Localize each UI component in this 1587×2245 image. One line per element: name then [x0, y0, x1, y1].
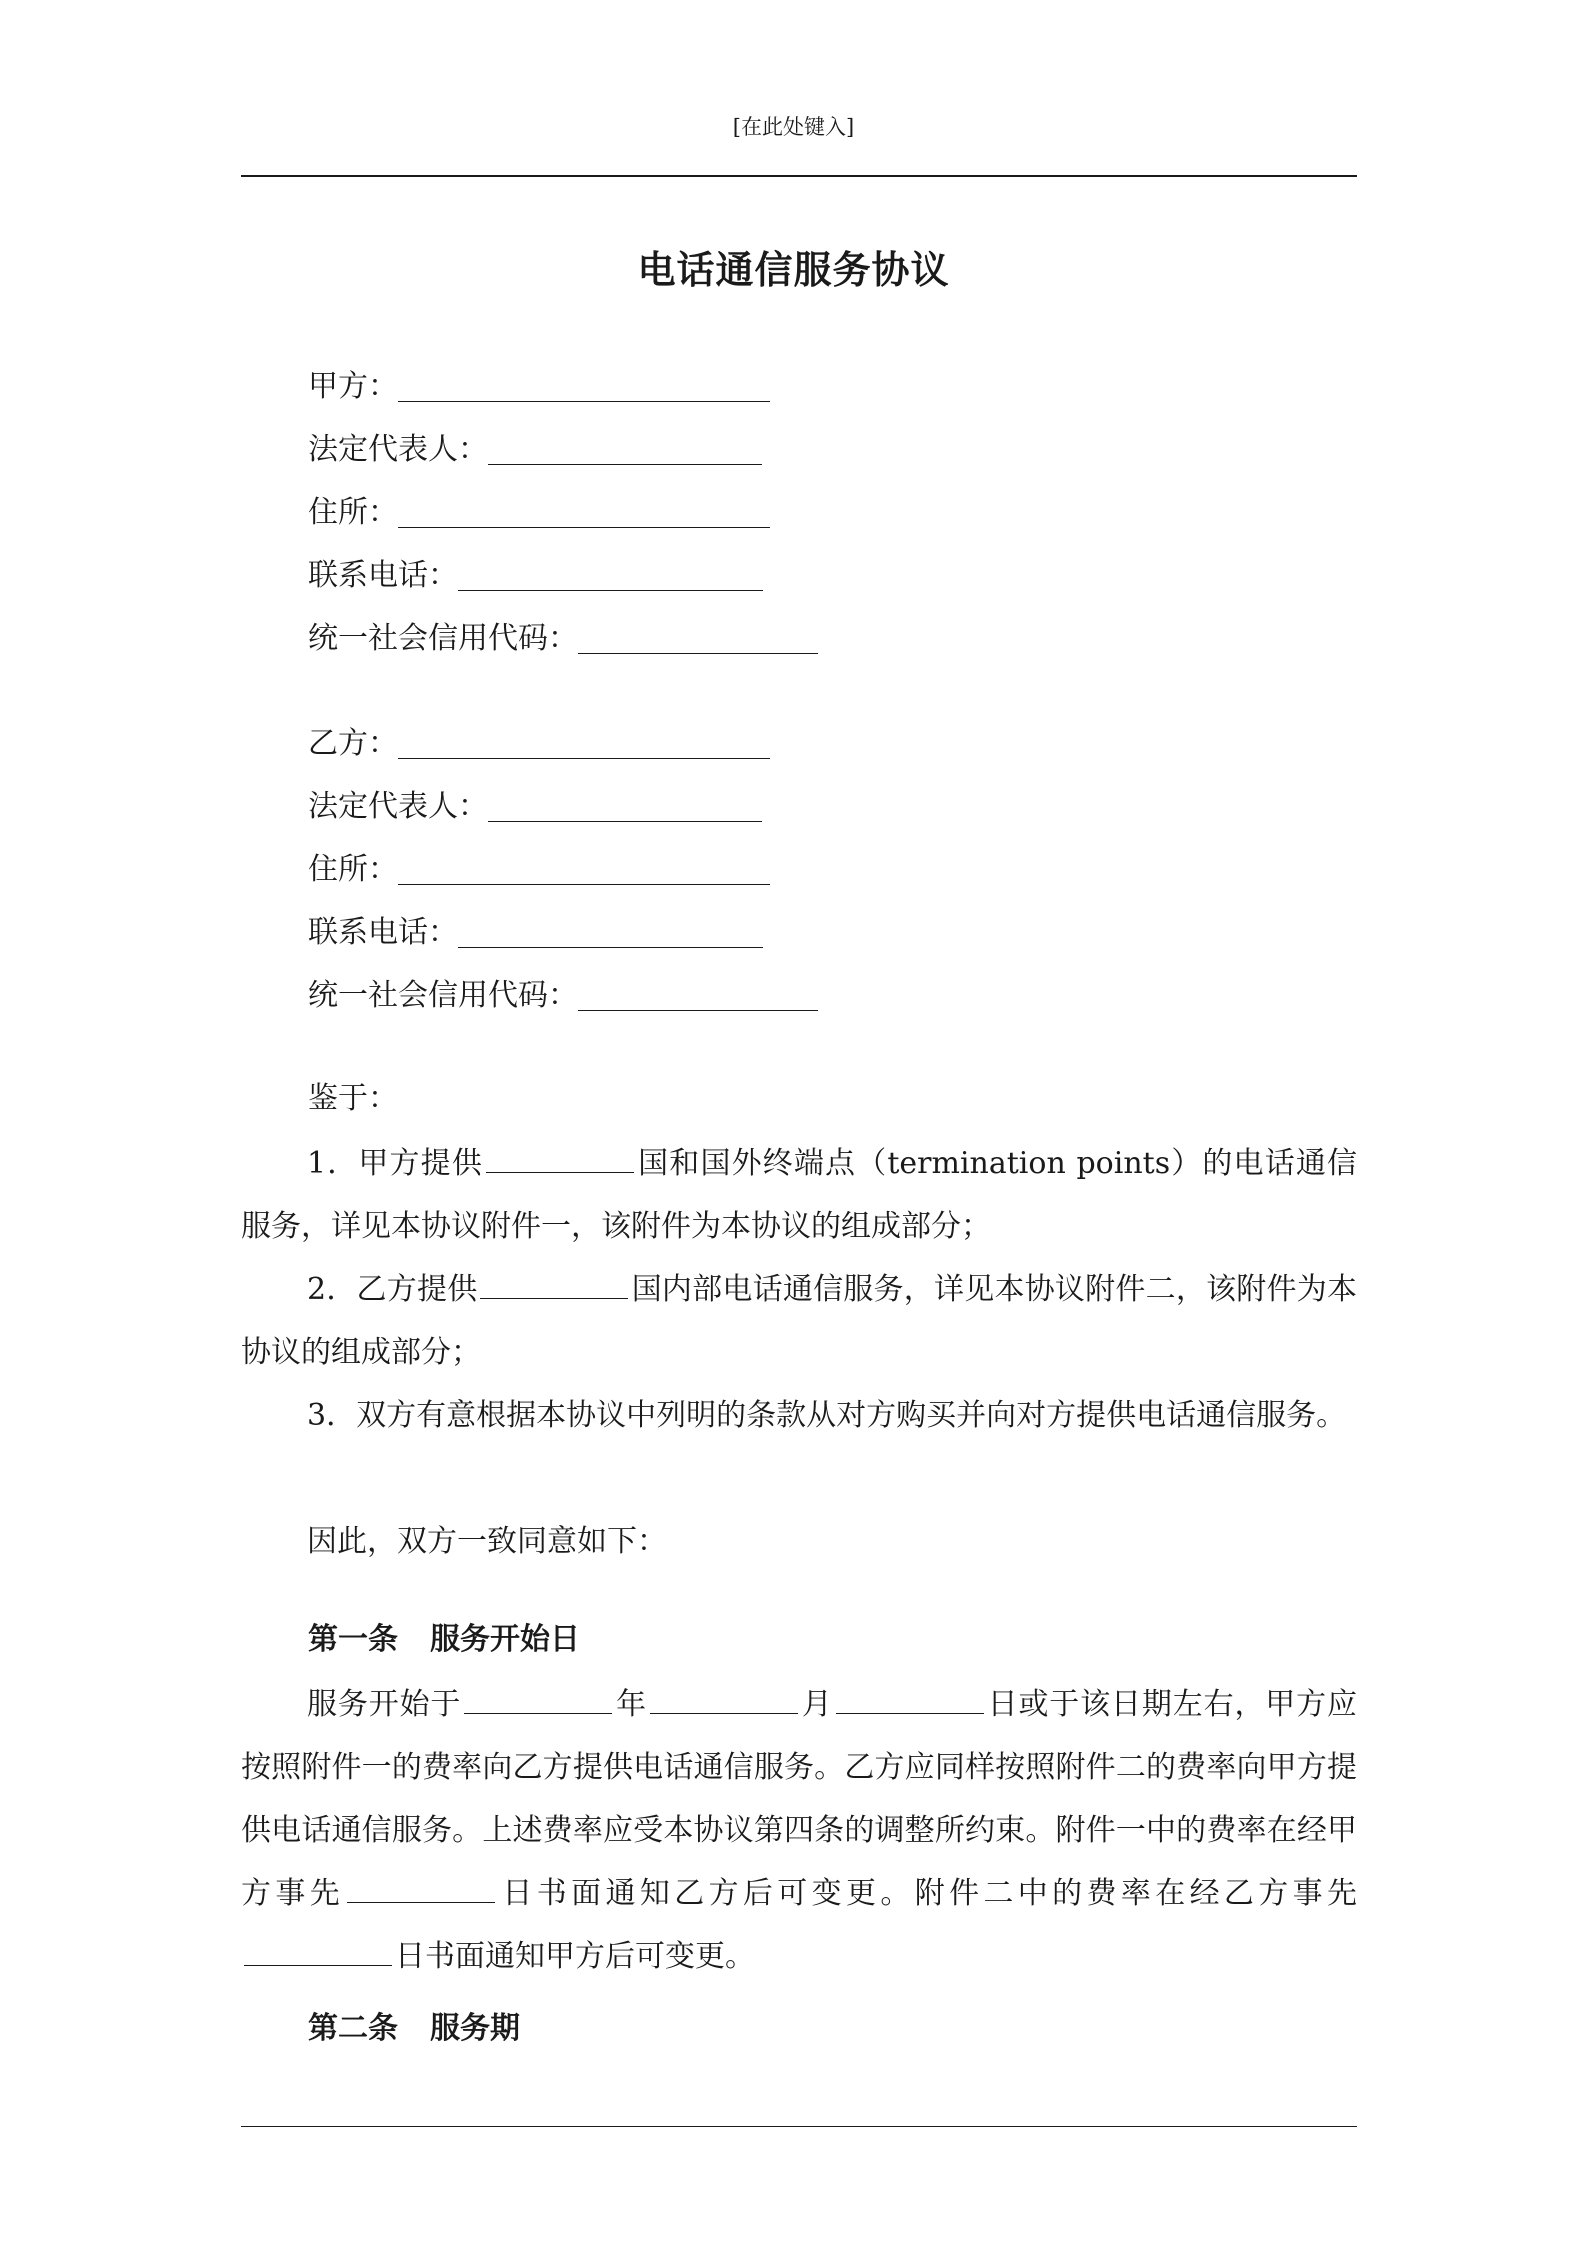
notice-days-a-blank[interactable] [347, 1876, 495, 1903]
party-a-blank[interactable] [398, 363, 770, 402]
start-month-blank[interactable] [650, 1687, 798, 1714]
article-1-title: 服务开始日 [430, 1622, 580, 1657]
party-b-credit-label: 统一社会信用代码： [308, 978, 578, 1013]
start-year-blank[interactable] [464, 1687, 612, 1714]
article-1-text-2: 年 [615, 1687, 648, 1722]
party-b-label: 乙方： [308, 726, 398, 761]
page-header: [在此处键入] [732, 115, 855, 139]
recital-item-1-blank[interactable] [486, 1146, 634, 1173]
party-b-address-field [308, 846, 770, 894]
party-b-rep-label: 法定代表人： [308, 789, 488, 824]
party-b-phone-label: 联系电话： [308, 915, 458, 950]
party-a-credit-field [308, 615, 818, 663]
party-b-rep-blank[interactable] [488, 783, 762, 822]
recital-item-3: 3．双方有意根据本协议中列明的条款从对方购买并向对方提供电话通信服务。 [307, 1398, 1347, 1433]
article-1-text-6: 日书面通知甲方后可变更。 [395, 1939, 755, 1974]
article-1-text-1: 服务开始于 [307, 1687, 462, 1722]
article-1-heading [308, 1616, 580, 1664]
article-2-heading [308, 2005, 520, 2053]
article-1-text-3: 月 [801, 1687, 833, 1722]
party-a-phone-field [308, 552, 763, 600]
party-a-rep-field [308, 426, 762, 474]
recital-item-2-end: 国内部电话通信服务，详见本协议附件二，该附件为本协议的组成部分； [241, 1272, 1357, 1370]
party-a-field [308, 363, 770, 411]
party-a-address-label: 住所： [308, 495, 398, 530]
party-b-phone-field [308, 909, 763, 957]
party-a-address-field [308, 489, 770, 537]
article-1-text-4: 日或于该日期左右，甲方应按照附件一的费率向乙方提供电话通信服务。乙方应同样按照附件二的费率向甲方提供电话通信服务。上述费率应受本协议第四条的调整所约束。附件一中的费率在经甲方事先 [241, 1687, 1358, 1911]
recital-item-1-start: 1．甲方提供 [307, 1146, 483, 1181]
start-day-blank[interactable] [836, 1687, 984, 1714]
header-divider [241, 175, 1357, 177]
party-b-rep-field [308, 783, 762, 831]
recital-item-1 [241, 1132, 1357, 1258]
party-a-rep-label: 法定代表人： [308, 432, 488, 467]
party-b-blank[interactable] [398, 720, 770, 759]
party-b-field [308, 720, 770, 768]
party-b-address-label: 住所： [308, 852, 398, 887]
party-b-phone-blank[interactable] [458, 909, 763, 948]
article-2-number: 第二条 [308, 2011, 398, 2046]
recital-item-2 [241, 1258, 1357, 1384]
recital-item-2-blank[interactable] [480, 1272, 628, 1299]
article-1-text-5: 日书面通知乙方后可变更。附件二中的费率在经乙方事先 [498, 1876, 1358, 1911]
party-a-credit-label: 统一社会信用代码： [308, 621, 578, 656]
party-b-credit-blank[interactable] [578, 972, 818, 1011]
recitals-intro: 鉴于： [308, 1081, 398, 1116]
notice-days-b-blank[interactable] [244, 1939, 392, 1966]
recitals-therefore: 因此，双方一致同意如下： [307, 1524, 667, 1559]
party-b-credit-field [308, 972, 818, 1020]
recital-item-1-end: 国和国外终端点（termination points）的电话通信服务，详见本协议附件一，该附件为本协议的组成部分； [241, 1146, 1357, 1244]
party-a-address-blank[interactable] [398, 489, 770, 528]
party-a-rep-blank[interactable] [488, 426, 762, 465]
footer-divider [241, 2126, 1357, 2127]
recital-item-2-start: 2．乙方提供 [307, 1272, 478, 1307]
party-a-credit-blank[interactable] [578, 615, 818, 654]
party-a-phone-label: 联系电话： [308, 558, 458, 593]
party-a-label: 甲方： [308, 369, 398, 404]
article-2-title: 服务期 [430, 2011, 520, 2046]
article-1-body [241, 1673, 1357, 1988]
document-title: 电话通信服务协议 [637, 247, 950, 292]
party-b-address-blank[interactable] [398, 846, 770, 885]
party-a-phone-blank[interactable] [458, 552, 763, 591]
article-1-number: 第一条 [308, 1622, 398, 1657]
